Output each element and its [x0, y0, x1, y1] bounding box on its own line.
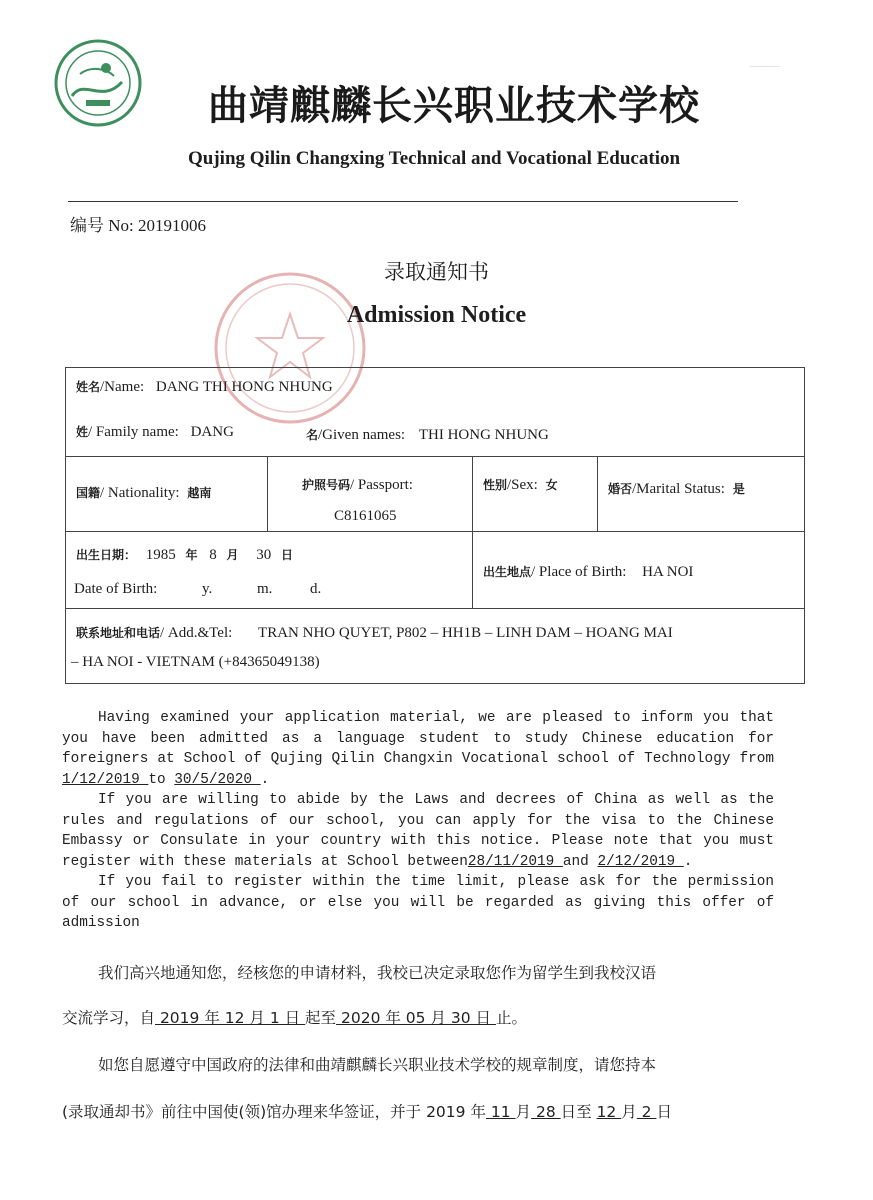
family-name-value: DANG — [190, 424, 234, 440]
register-end-date: 2/12/2019 — [597, 853, 684, 870]
header-rule — [68, 201, 738, 202]
paragraph-deadline: If you fail to register within the time limit, please ask for the permission of our school in advance, or else you will be regarded as giving this offer of admission — [62, 874, 774, 931]
school-name-english: Qujing Qilin Changxing Technical and Vocational Education — [188, 148, 681, 169]
student-info-table — [65, 367, 805, 684]
passport-field: 护照号码/ Passport: — [302, 477, 413, 493]
nationality-value: 越南 — [187, 486, 212, 500]
name-value: DANG THI HONG NHUNG — [155, 379, 333, 395]
school-logo-icon — [50, 38, 146, 128]
bleed-through-text: —— — [750, 58, 780, 74]
sex-value: 女 — [545, 478, 558, 492]
dob-year: 1985 — [145, 547, 176, 563]
paragraph-visa: If you are willing to abide by the Laws and decrees of China as well as the rules and regulations of our school, you can apply for the visa to the Chinese Embassy or Consulate in your country with this notice. Please note that you must register with these materials at School between28/11/2019 and 2/12/2019 . — [62, 792, 774, 870]
given-names-field: 名/Given names: THI HONG NHUNG — [306, 427, 549, 443]
sex-field: 性别/Sex: 女 — [483, 477, 558, 493]
english-body — [62, 708, 774, 934]
date-of-birth-chinese: 出生日期： 1985 年 8 月 30 日 — [76, 547, 294, 563]
title-english: Admission Notice — [346, 302, 527, 328]
place-of-birth-field: 出生地点/ Place of Birth: HA NOI — [483, 564, 694, 580]
place-of-birth-value: HA NOI — [642, 564, 694, 580]
register-start-date: 28/11/2019 — [467, 853, 563, 870]
study-end-date: 30/5/2020 — [174, 771, 261, 788]
passport-value: C8161065 — [334, 508, 397, 524]
name-field: 姓名/Name: DANG THI HONG NHUNG — [76, 379, 333, 395]
table-divider — [66, 608, 804, 609]
chinese-line-1: 我们高兴地通知您，经核您的申请材料，我校已决定录取您作为留学生到我校汉语 — [98, 964, 657, 982]
address-value: TRAN NHO QUYET, P802 – HH1B – LINH DAM – HOANG MAI — [258, 625, 673, 641]
address-value-continued: – HA NOI - VIETNAM (+84365049138) — [71, 654, 320, 670]
title-chinese: 录取通知书 — [384, 260, 489, 284]
family-name-field: 姓/ Family name: DANG — [76, 424, 234, 440]
table-divider — [66, 531, 804, 532]
dob-day: 30 — [256, 547, 272, 563]
chinese-line-3: 如您自愿遵守中国政府的法律和曲靖麒麟长兴职业技术学校的规章制度，请您持本 — [98, 1056, 657, 1074]
paragraph-admission: Having examined your application material, we are pleased to inform you that you have been admitted as a language student to study Chinese education for foreigners at School of Qujing Qilin Changxin Vocational school of Technology from 1/12/2019 to 30/5/2020 . — [62, 710, 774, 788]
date-of-birth-english: Date of Birth: y. m. d. — [74, 581, 322, 597]
dob-month: 8 — [209, 547, 217, 563]
marital-status-field: 婚否/Marital Status: 是 — [608, 481, 745, 497]
school-name-chinese: 曲靖麒麟长兴职业技术学校 — [208, 83, 700, 128]
address-field: 联系地址和电话/ Add.&Tel: TRAN NHO QUYET, P802 – HH1B – LINH DAM – HOANG MAI — [76, 625, 673, 641]
table-divider — [472, 456, 473, 608]
nationality-field: 国籍/ Nationality: 越南 — [76, 485, 212, 501]
given-names-value: THI HONG NHUNG — [418, 427, 549, 443]
table-divider — [597, 456, 598, 531]
document-number: 编号 No: 20191006 — [70, 216, 206, 235]
table-divider — [267, 456, 268, 531]
marital-status-value: 是 — [732, 482, 745, 496]
chinese-line-2: 交流学习，自 2019 年 12 月 1 日 起至 2020 年 05 月 30 日 止。 — [62, 1009, 527, 1027]
chinese-line-4: (录取通却书》前往中国使(领)馆办理来华签证，并于 2019 年 11 月 28 日至 12 月 2 日 — [62, 1103, 672, 1121]
table-divider — [66, 456, 804, 457]
study-start-date: 1/12/2019 — [62, 771, 149, 788]
